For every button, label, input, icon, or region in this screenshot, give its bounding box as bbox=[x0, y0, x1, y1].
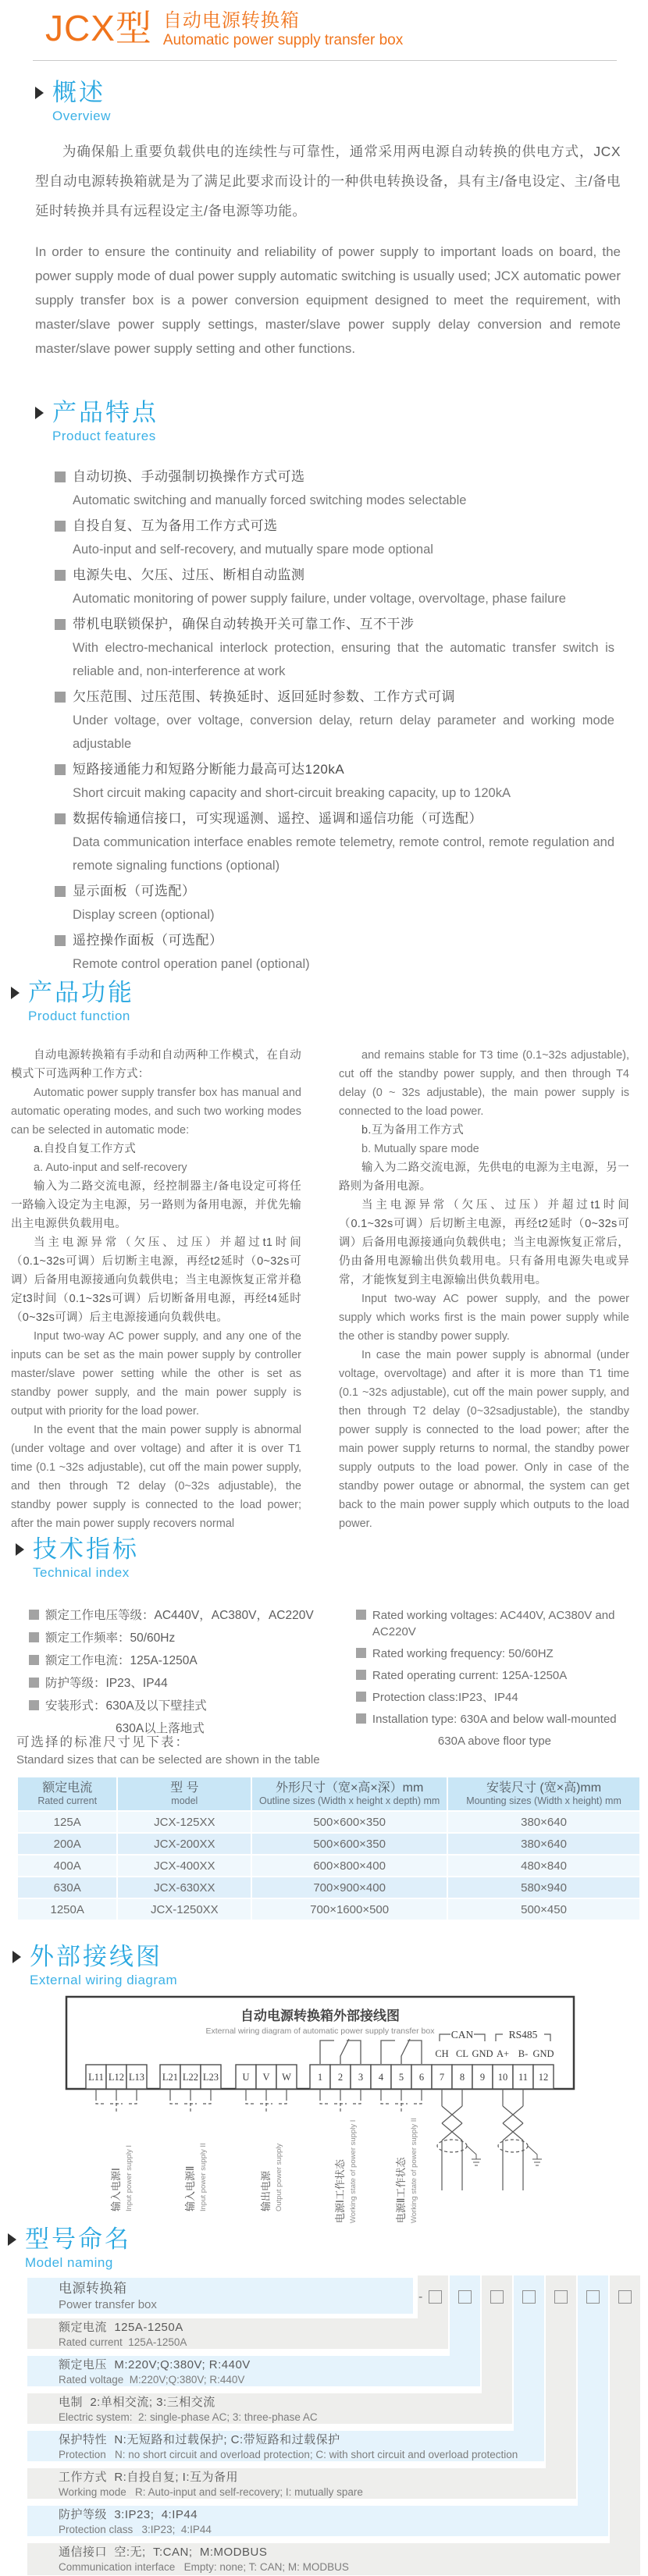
sizes-header-cell: 外形尺寸（宽×高×深）mm Outline sizes (Width x height x depth) mm bbox=[252, 1777, 447, 1810]
naming-row-cn: 电制 2:单相交流; 3:三相交流 bbox=[59, 2396, 215, 2409]
terminal-label: L13 bbox=[128, 2072, 145, 2083]
section-features bbox=[35, 400, 614, 977]
function-paragraph: 当主电源异常（欠压、过压）并超过t1时间（0.1~32s可调）后切断主电源，再经t2延时（0~32s可调）后备用电源接通向负载供电；当主电源恢复正常并稳定t3时间（0.1~32s可调）后切断备用电源，再经t4延时（0~32s可调）后主电源接通向负载供电。 bbox=[11, 1236, 301, 1324]
function-paragraph: In the event that the main power supply is abnormal (under voltage and over voltage) and after it is over T1 time (0.1 ~32s adjustable), cut off the main power supply, and then through T2 delay (0~32s adjustable), the standby power supply is connected to the load power; after the main power supply recovers normal bbox=[11, 1424, 301, 1530]
naming-code-column bbox=[546, 2275, 576, 2499]
overview-paragraph-cn: 为确保船上重要负载供电的连续性与可靠性，通常采用两电源自动转换的供电方式，JCX型自动电源转换箱就是为了满足此要求而设计的一种供电转换设备，具有主/备电设定、主/备电延时转换并具有远程设定主/备电源等功能。 bbox=[35, 144, 621, 219]
section-marker-icon bbox=[11, 987, 20, 999]
technical-item-en: Protection class:IP23、IP44 bbox=[372, 1691, 518, 1704]
group-label-en: Input power supply II bbox=[199, 2143, 208, 2211]
feature-cn: 自投自复、互为备用工作方式可选 bbox=[73, 518, 278, 533]
terminal-label: 7 bbox=[439, 2072, 445, 2083]
product-title-cn: 自动电源转换箱 bbox=[162, 10, 300, 31]
function-paragraph: a. Auto-input and self-recovery bbox=[34, 1162, 187, 1174]
feature-cn: 自动切换、手动强制切换操作方式可选 bbox=[73, 469, 305, 484]
function-columns bbox=[11, 1046, 636, 1533]
naming-row-en: Rated voltage M:220V;Q:380V; R:440V bbox=[59, 2374, 245, 2386]
feature-item bbox=[55, 879, 614, 927]
naming-code-column bbox=[610, 2275, 640, 2574]
feature-item bbox=[55, 514, 614, 561]
table-cell: JCX-400XX bbox=[118, 1856, 251, 1876]
table-row bbox=[18, 1877, 639, 1898]
naming-row-cn: 通信接口 空:无; T:CAN; M:MODBUS bbox=[59, 2546, 268, 2559]
naming-row bbox=[27, 2356, 480, 2386]
terminal-label: 10 bbox=[497, 2072, 508, 2083]
function-paragraph: b.互为备用工作方式 bbox=[361, 1124, 465, 1137]
naming-code-column bbox=[578, 2275, 608, 2536]
table-cell: 380×640 bbox=[448, 1834, 639, 1854]
group-label-en: Working state of power supply I bbox=[349, 2119, 358, 2223]
overview-heading bbox=[35, 80, 621, 124]
rs485-bus-label: RS485 bbox=[508, 2029, 538, 2041]
table-cell: 1250A bbox=[18, 1899, 116, 1920]
naming-row-cn: 额定电流 125A-1250A bbox=[59, 2321, 183, 2334]
wiring-heading-cn: 外部接线图 bbox=[30, 1943, 162, 1970]
model-naming-diagram bbox=[27, 2275, 644, 2575]
feature-item bbox=[55, 612, 614, 683]
page-header bbox=[45, 8, 403, 50]
table-cell: 700×900×400 bbox=[252, 1877, 447, 1898]
section-marker-icon bbox=[16, 1543, 24, 1556]
table-row bbox=[18, 1834, 639, 1854]
terminal-label: L12 bbox=[108, 2072, 125, 2083]
sizes-note-cn: 可选择的标准尺寸见下表： bbox=[16, 1735, 190, 1749]
bullet-square-icon bbox=[29, 1700, 39, 1710]
table-cell: JCX-1250XX bbox=[118, 1899, 251, 1920]
feature-item bbox=[55, 928, 614, 976]
technical-item-cn: 额定工作频率：50/60Hz bbox=[45, 1631, 176, 1645]
feature-cn: 短路接通能力和短路分断能力最高可达120kA bbox=[73, 762, 345, 777]
table-cell: JCX-200XX bbox=[118, 1834, 251, 1854]
feature-cn: 数据传输通信接口，可实现遥测、遥控、遥调和遥信功能（可选配） bbox=[73, 811, 482, 826]
pin-label: A+ bbox=[496, 2048, 510, 2059]
function-heading-en: Product function bbox=[28, 1009, 130, 1023]
naming-row-en: Communication interface Empty: none; T: CAN; M: MODBUS bbox=[59, 2561, 349, 2573]
naming-row bbox=[27, 2318, 448, 2349]
group-label-cn: 电源Ⅱ工作状态 bbox=[395, 2157, 407, 2223]
naming-row-cn: 电源转换箱 bbox=[59, 2281, 127, 2296]
function-paragraph: Automatic power supply transfer box has manual and automatic operating modes, and such two working modes can be selected in automatic mode: bbox=[11, 1087, 301, 1137]
section-naming bbox=[8, 2226, 648, 2576]
naming-heading bbox=[8, 2226, 648, 2271]
bullet-square-icon bbox=[29, 1632, 39, 1642]
pin-label: GND bbox=[472, 2048, 493, 2059]
technical-item-en-extra: 630A above floor type bbox=[437, 1735, 552, 1748]
technical-item-en: Rated working voltages: AC440V, AC380V and AC220V bbox=[372, 1609, 615, 1638]
table-cell: 500×600×350 bbox=[252, 1812, 447, 1832]
group-label-cn: 电源Ⅰ工作状态 bbox=[334, 2159, 346, 2223]
bullet-square-icon bbox=[29, 1678, 39, 1688]
function-heading bbox=[11, 980, 636, 1024]
bullet-square-icon bbox=[356, 1670, 366, 1680]
naming-row-cn: 保护特性 N:无短路和过载保护; C:带短路和过载保护 bbox=[59, 2433, 340, 2446]
table-cell: 500×450 bbox=[448, 1899, 639, 1920]
features-heading-en: Product features bbox=[52, 429, 156, 443]
function-paragraph: and remains stable for T3 time (0.1~32s adjustable), cut off the standby power supply, and then through T4 delay (0 ~ 32s adjustable), the main power supply is connected to the load power. bbox=[339, 1049, 629, 1118]
table-cell: 600×800×400 bbox=[252, 1856, 447, 1876]
technical-heading bbox=[16, 1536, 636, 1581]
naming-heading-cn: 型号命名 bbox=[25, 2226, 131, 2253]
table-cell: 400A bbox=[18, 1856, 116, 1876]
table-cell: 500×600×350 bbox=[252, 1834, 447, 1854]
bullet-square-icon bbox=[55, 813, 66, 824]
bullet-square-icon bbox=[55, 570, 66, 581]
sizes-header-cell: 额定电流 Rated current bbox=[18, 1777, 116, 1810]
naming-row bbox=[27, 2278, 413, 2314]
product-model-title: JCX型 bbox=[45, 8, 152, 48]
technical-item-cn: 安装形式：630A及以下壁挂式 bbox=[45, 1699, 207, 1713]
feature-cn: 电源失电、欠压、过压、断相自动监测 bbox=[73, 568, 305, 582]
terminal-label: 9 bbox=[479, 2072, 486, 2083]
feature-en: Under voltage, over voltage, conversion delay, return delay parameter and working mode adjustable bbox=[73, 713, 614, 751]
technical-heading-en: Technical index bbox=[33, 1565, 130, 1580]
table-cell: 200A bbox=[18, 1834, 116, 1854]
group-label-cn: 输入电源Ⅰ bbox=[110, 2168, 122, 2211]
table-cell: 480×840 bbox=[448, 1856, 639, 1876]
terminal-label: L11 bbox=[88, 2072, 104, 2083]
bullet-square-icon bbox=[356, 1648, 366, 1658]
sizes-table bbox=[16, 1776, 641, 1921]
group-label-en: Output power supply bbox=[275, 2143, 283, 2211]
technical-item-en: Rated operating current: 125A-1250A bbox=[372, 1669, 568, 1682]
table-row bbox=[18, 1899, 639, 1920]
terminal-label: U bbox=[242, 2072, 250, 2083]
table-row bbox=[18, 1856, 639, 1876]
naming-row-en: Electric system: 2: single-phase AC; 3: three-phase AC bbox=[59, 2411, 318, 2423]
feature-item bbox=[55, 464, 614, 512]
code-box-icon bbox=[429, 2290, 442, 2304]
pin-label: GND bbox=[532, 2048, 554, 2059]
naming-row-en: Protection class 3:IP23; 4:IP44 bbox=[59, 2524, 212, 2535]
section-overview bbox=[35, 80, 621, 361]
table-cell: 630A bbox=[18, 1877, 116, 1898]
terminal-label: 6 bbox=[418, 2072, 425, 2083]
pin-label: B- bbox=[518, 2048, 529, 2059]
naming-row-en: Protection N: no short circuit and overload protection; C: with short circuit and overload protection bbox=[59, 2449, 518, 2460]
table-cell: 700×1600×500 bbox=[252, 1899, 447, 1920]
function-paragraph: a.自投自复工作方式 bbox=[34, 1143, 137, 1155]
bullet-square-icon bbox=[55, 521, 66, 532]
function-paragraph: 自动电源转换箱有手动和自动两种工作模式，在自动模式下可选两种工作方式： bbox=[11, 1049, 301, 1080]
feature-en: Automatic switching and manually forced switching modes selectable bbox=[73, 493, 467, 507]
can-bus-label: CAN bbox=[450, 2029, 474, 2041]
naming-row-cn: 工作方式 R:自投自复; I:互为备用 bbox=[59, 2471, 239, 2484]
overview-heading-en: Overview bbox=[52, 109, 111, 123]
section-technical bbox=[16, 1536, 636, 1756]
function-left-column bbox=[11, 1046, 301, 1533]
function-paragraph: Input two-way AC power supply, and the power supply which works first is the main power supply while the other is standby power supply. bbox=[339, 1293, 629, 1343]
table-cell: 380×640 bbox=[448, 1812, 639, 1832]
feature-en: Automatic monitoring of power supply failure, under voltage, overvoltage, phase failure bbox=[73, 592, 566, 606]
function-right-column bbox=[339, 1046, 629, 1533]
function-paragraph: Input two-way AC power supply, and any one of the inputs can be set as the main power supply by controller master/slave power setting while the other is set as standby power supply, and the main power supply is output with priority for the load power. bbox=[11, 1330, 301, 1418]
terminal-label: 12 bbox=[538, 2072, 549, 2083]
table-cell: JCX-125XX bbox=[118, 1812, 251, 1832]
group-label-cn: 输入电源Ⅱ bbox=[184, 2165, 196, 2211]
sizes-header-cell: 型 号 model bbox=[118, 1777, 251, 1810]
code-box-icon bbox=[458, 2290, 472, 2304]
feature-cn: 遥控操作面板（可选配） bbox=[73, 933, 223, 948]
overview-paragraph-en: In order to ensure the continuity and reliability of power supply to important loads on board, the power supply mode of dual power supply automatic switching is usually used; JCX automatic power supply transfer box is a power conversion equipment designed to meet the requirement, with master/slave power supply settings, master/slave power supply delay conversion and remote master/slave power supply setting and other functions. bbox=[35, 244, 621, 356]
function-paragraph: In case the main power supply is abnormal (under voltage, overvoltage) and after it is more than T1 time (0.1 ~32s adjustable), cut off the main power supply, and then through T2 delay (0~32sadjustable), the standby power supply is connected to the load power; after the main power supply returns to normal, the standby power supply outputs to the load power. Only in case of the standby power outage or abnormal, the system can get back to the main power supply which outputs to the load power. bbox=[339, 1349, 629, 1530]
technical-item-cn: 额定工作电流：125A-1250A bbox=[45, 1654, 198, 1667]
feature-cn: 显示面板（可选配） bbox=[73, 884, 196, 898]
bullet-square-icon bbox=[55, 886, 66, 897]
feature-cn: 带机电联锁保护，确保自动转换开关可靠工作、互不干涉 bbox=[73, 617, 415, 632]
features-heading-cn: 产品特点 bbox=[52, 399, 158, 426]
section-wiring bbox=[0, 1944, 648, 2225]
product-title-en: Automatic power supply transfer box bbox=[162, 32, 404, 48]
code-box-icon bbox=[522, 2290, 536, 2304]
diagram-title-cn: 自动电源转换箱外部接线图 bbox=[240, 2008, 400, 2023]
group-label-cn: 输出电源 bbox=[260, 2170, 272, 2211]
terminal-label: 2 bbox=[337, 2072, 344, 2083]
features-heading bbox=[35, 400, 614, 444]
feature-en: Display screen (optional) bbox=[73, 908, 215, 922]
function-paragraph: 输入为二路交流电源，经控制器主/备电设定可将任一路输入设定为主电源，另一路则为备用电源，并优先输出主电源供负载用电。 bbox=[11, 1180, 301, 1230]
terminal-label: L23 bbox=[202, 2072, 219, 2083]
terminal-label: L22 bbox=[182, 2072, 199, 2083]
table-row bbox=[18, 1812, 639, 1832]
naming-row-cn: 防护等级 3:IP23; 4:IP44 bbox=[59, 2508, 198, 2521]
features-list bbox=[55, 464, 614, 976]
terminal-label: 8 bbox=[459, 2072, 465, 2083]
wiring-heading-en: External wiring diagram bbox=[30, 1973, 178, 1987]
feature-item bbox=[55, 563, 614, 610]
section-marker-icon bbox=[35, 87, 44, 99]
code-box-icon bbox=[490, 2290, 504, 2304]
group-label-en: Input power supply I bbox=[125, 2144, 134, 2211]
terminal-label: V bbox=[262, 2072, 270, 2083]
feature-en: With electro-mechanical interlock protection, ensuring that the automatic transfer switch is reliable and, non-interference at work bbox=[73, 641, 614, 678]
terminal-label: 3 bbox=[358, 2072, 364, 2083]
feature-cn: 欠压范围、过压范围、转换延时、返回延时参数、工作方式可调 bbox=[73, 689, 455, 704]
section-marker-icon bbox=[35, 407, 44, 419]
naming-row bbox=[27, 2393, 512, 2424]
pin-label: CL bbox=[456, 2048, 468, 2059]
technical-heading-cn: 技术指标 bbox=[33, 1535, 139, 1563]
code-box-icon bbox=[618, 2290, 632, 2304]
technical-item-en: Installation type: 630A and below wall-mounted bbox=[372, 1713, 617, 1726]
technical-item-cn: 防护等级：IP23、IP44 bbox=[45, 1677, 168, 1690]
bullet-square-icon bbox=[55, 764, 66, 775]
feature-item bbox=[55, 806, 614, 877]
function-paragraph: 输入为二路交流电源，先供电的电源为主电源，另一路则为备用电源。 bbox=[339, 1162, 629, 1193]
naming-row bbox=[27, 2543, 640, 2575]
bullet-square-icon bbox=[55, 471, 66, 482]
table-cell: JCX-630XX bbox=[118, 1877, 251, 1898]
pin-label: CH bbox=[435, 2048, 449, 2059]
bullet-square-icon bbox=[55, 619, 66, 630]
bullet-square-icon bbox=[356, 1610, 366, 1620]
sizes-note-en: Standard sizes that can be selected are shown in the table bbox=[16, 1753, 320, 1767]
section-function bbox=[11, 980, 636, 1533]
terminal-label: W bbox=[282, 2072, 291, 2083]
naming-row bbox=[27, 2506, 608, 2536]
bullet-square-icon bbox=[55, 935, 66, 946]
section-marker-icon bbox=[8, 2233, 16, 2246]
technical-item-cn: 额定工作电压等级：AC440V，AC380V，AC220V bbox=[45, 1609, 314, 1622]
header-divider bbox=[33, 60, 617, 61]
naming-dash: - bbox=[418, 2290, 423, 2304]
function-paragraph: 当主电源异常（欠压、过压）并超过t1时间（0.1~32s可调）后切断主电源，再经t2延时（0~32s可调）后备用电源接通向负载供电；当主电源恢复正常后，仍由备用电源输出供负载用电。只有备用电源失电或异常，才能恢复到主电源输出供负载用电。 bbox=[339, 1199, 629, 1286]
naming-row-en: Working mode R: Auto-input and self-recovery; I: mutually spare bbox=[59, 2486, 363, 2498]
feature-en: Remote control operation panel (optional) bbox=[73, 957, 310, 971]
wiring-heading bbox=[12, 1944, 648, 1988]
bullet-square-icon bbox=[356, 1713, 366, 1724]
terminal-label: 4 bbox=[378, 2072, 384, 2083]
naming-row-en: Power transfer box bbox=[59, 2298, 157, 2311]
feature-en: Data communication interface enables remote telemetry, remote control, remote regulation and remote signaling functions (optional) bbox=[73, 835, 614, 873]
code-box-icon bbox=[586, 2290, 600, 2304]
product-title-block bbox=[163, 11, 403, 50]
sizes-table-header-row bbox=[18, 1777, 639, 1810]
terminal-label: 1 bbox=[317, 2072, 323, 2083]
overview-heading-cn: 概述 bbox=[52, 79, 105, 106]
diagram-title-en: External wiring diagram of automatic power supply transfer box bbox=[205, 2026, 435, 2036]
section-marker-icon bbox=[12, 1951, 21, 1963]
feature-item bbox=[55, 757, 614, 805]
wiring-diagram bbox=[0, 1989, 648, 2231]
technical-item-en: Rated working frequency: 50/60HZ bbox=[372, 1647, 554, 1660]
feature-en: Auto-input and self-recovery, and mutually spare mode optional bbox=[73, 543, 433, 557]
naming-row-cn: 额定电压 M:220V;Q:380V; R:440V bbox=[59, 2358, 251, 2371]
table-cell: 125A bbox=[18, 1812, 116, 1832]
feature-item bbox=[55, 685, 614, 756]
terminal-label: 11 bbox=[518, 2072, 529, 2083]
naming-row bbox=[27, 2468, 576, 2499]
bullet-square-icon bbox=[29, 1655, 39, 1665]
code-box-icon bbox=[554, 2290, 568, 2304]
bullet-square-icon bbox=[55, 692, 66, 703]
naming-row-en: Rated current 125A-1250A bbox=[59, 2336, 187, 2348]
naming-heading-en: Model naming bbox=[25, 2255, 113, 2270]
table-cell: 580×940 bbox=[448, 1877, 639, 1898]
terminal-label: L21 bbox=[162, 2072, 179, 2083]
bullet-square-icon bbox=[29, 1610, 39, 1620]
function-paragraph: b. Mutually spare mode bbox=[361, 1143, 479, 1155]
terminal-label: 5 bbox=[398, 2072, 404, 2083]
technical-item-cn-extra: 630A以上落地式 bbox=[116, 1722, 205, 1735]
section-sizes bbox=[16, 1731, 641, 1921]
bullet-square-icon bbox=[356, 1692, 366, 1702]
sizes-header-cell: 安装尺寸 (宽×高)mm Mounting sizes (Width x height) mm bbox=[448, 1777, 639, 1810]
feature-en: Short circuit making capacity and short-circuit breaking capacity, up to 120kA bbox=[73, 786, 511, 800]
function-heading-cn: 产品功能 bbox=[28, 979, 134, 1006]
group-label-en: Working state of power supply II bbox=[410, 2118, 418, 2223]
naming-row bbox=[27, 2431, 544, 2461]
